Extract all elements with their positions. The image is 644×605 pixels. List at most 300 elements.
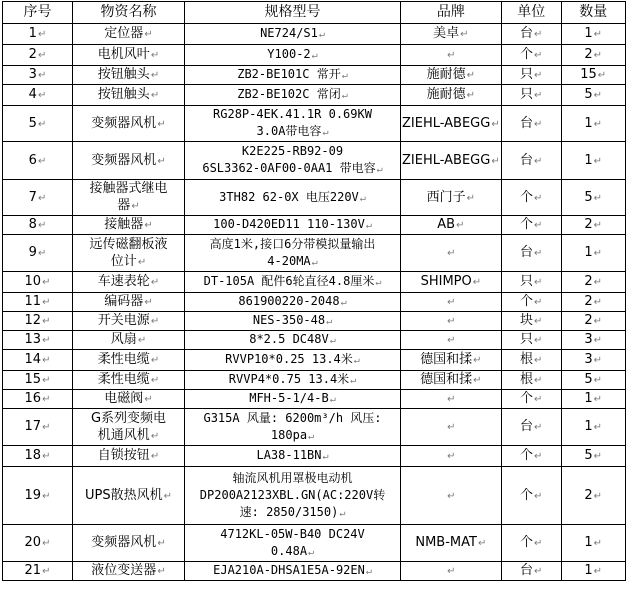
cell-spec-text: 100-D420ED11 110-130V↵	[186, 216, 399, 234]
cell-no-text: 16↵	[4, 390, 71, 408]
cell-no[interactable]	[3, 142, 73, 180]
table-row	[3, 331, 626, 350]
cell-name[interactable]	[73, 85, 185, 106]
header-cell-qty[interactable]: 数量	[561, 2, 625, 24]
cell-spec[interactable]	[185, 45, 401, 66]
cell-unit-text: 只↵	[503, 86, 560, 104]
paragraph-mark-icon	[534, 90, 542, 101]
cell-name[interactable]	[73, 390, 185, 409]
paragraph-mark-icon	[131, 201, 139, 212]
cell-name[interactable]	[73, 293, 185, 312]
cell-unit[interactable]	[501, 525, 561, 562]
cell-qty[interactable]	[561, 180, 625, 216]
cell-brand[interactable]	[401, 142, 502, 180]
cell-qty-text: 15↵	[563, 66, 624, 84]
cell-spec[interactable]	[185, 272, 401, 293]
cell-unit[interactable]	[501, 409, 561, 446]
paragraph-mark-icon	[144, 394, 152, 405]
paragraph-mark-icon	[534, 375, 542, 386]
cell-name-text: 机通风机↵	[74, 427, 183, 445]
paragraph-mark-icon	[473, 355, 481, 366]
cell-spec[interactable]	[185, 350, 401, 371]
cell-name-text: 按钮触头↵	[74, 86, 183, 104]
cell-unit[interactable]	[501, 45, 561, 66]
cell-brand[interactable]	[401, 24, 502, 45]
cell-name-text: 电磁阀↵	[74, 390, 183, 408]
cell-name[interactable]	[73, 446, 185, 467]
cell-qty[interactable]	[561, 467, 625, 525]
cell-qty[interactable]	[561, 106, 625, 142]
paragraph-mark-icon	[42, 277, 50, 288]
cell-name-text: 风扇↵	[74, 331, 183, 349]
cell-name-text: 电机风叶↵	[74, 46, 183, 64]
cell-name[interactable]	[73, 409, 185, 446]
paragraph-mark-icon	[534, 29, 542, 40]
cell-spec-text: DP200A2123XBL.GN(AC:220V转	[199, 487, 386, 502]
cell-no[interactable]	[3, 180, 73, 216]
cell-unit[interactable]	[501, 562, 561, 581]
table-row	[3, 467, 626, 525]
table-row	[3, 525, 626, 562]
header-cell-unit[interactable]: 单位	[501, 2, 561, 24]
cell-spec[interactable]	[185, 371, 401, 390]
paragraph-mark-icon	[534, 316, 542, 327]
cell-qty[interactable]	[561, 409, 625, 446]
cell-name-text: 器↵	[74, 197, 183, 215]
cell-brand[interactable]	[401, 235, 502, 272]
paragraph-mark-icon	[447, 297, 455, 308]
cell-no[interactable]	[3, 409, 73, 446]
paragraph-mark-icon	[478, 538, 486, 549]
cell-brand[interactable]	[401, 180, 502, 216]
cell-spec[interactable]	[185, 446, 401, 467]
cell-brand[interactable]	[401, 106, 502, 142]
paragraph-mark-icon	[473, 277, 481, 288]
paragraph-mark-icon	[38, 70, 46, 81]
paragraph-mark-icon	[594, 422, 602, 433]
paragraph-mark-icon	[456, 220, 464, 231]
paragraph-mark-icon	[38, 220, 46, 231]
cell-spec[interactable]	[185, 312, 401, 331]
cell-unit-text: 根↵	[503, 351, 560, 369]
cell-qty[interactable]	[561, 331, 625, 350]
paragraph-mark-icon	[42, 538, 50, 549]
cell-unit-text: 个↵	[503, 487, 560, 505]
cell-no-text: 14↵	[4, 351, 71, 369]
cell-no[interactable]	[3, 467, 73, 525]
cell-qty[interactable]	[561, 45, 625, 66]
cell-no-text: 9↵	[4, 244, 71, 262]
cell-no[interactable]	[3, 293, 73, 312]
cell-qty-text: 5↵	[563, 447, 624, 465]
cell-qty[interactable]	[561, 525, 625, 562]
cell-name[interactable]	[73, 216, 185, 235]
cell-unit[interactable]	[501, 66, 561, 85]
cell-name[interactable]	[73, 235, 185, 272]
cell-brand[interactable]	[401, 272, 502, 293]
paragraph-mark-icon	[594, 156, 602, 167]
cell-unit[interactable]	[501, 272, 561, 293]
cell-qty-text: 1↵	[563, 390, 624, 408]
cell-spec[interactable]	[185, 106, 401, 142]
table-row	[3, 142, 626, 180]
header-cell-spec[interactable]: 规格型号	[185, 2, 401, 24]
cell-no[interactable]	[3, 216, 73, 235]
cell-unit[interactable]	[501, 446, 561, 467]
cell-name-text: 变频器风机↵	[74, 534, 183, 552]
cell-no[interactable]	[3, 235, 73, 272]
cell-qty-text: 1↵	[563, 115, 624, 133]
cell-qty-text: 1↵	[563, 25, 624, 43]
paragraph-mark-icon	[151, 316, 159, 327]
cell-brand[interactable]	[401, 85, 502, 106]
cell-spec-text: MFH-5-1/4-B↵	[186, 390, 399, 408]
paragraph-mark-icon	[319, 29, 325, 40]
cell-no[interactable]	[3, 390, 73, 409]
cell-unit-text: 只↵	[503, 66, 560, 84]
cell-unit-text: 块↵	[503, 312, 560, 330]
paragraph-mark-icon	[151, 90, 159, 101]
cell-spec[interactable]	[185, 24, 401, 45]
paragraph-mark-icon	[157, 156, 165, 167]
cell-name[interactable]	[73, 142, 185, 180]
paragraph-mark-icon	[534, 451, 542, 462]
cell-name[interactable]	[73, 525, 185, 562]
cell-name[interactable]	[73, 562, 185, 581]
cell-no[interactable]	[3, 371, 73, 390]
cell-name[interactable]	[73, 66, 185, 85]
cell-brand[interactable]	[401, 446, 502, 467]
cell-spec-text: 861900220-2048↵	[186, 293, 399, 311]
paragraph-mark-icon	[341, 297, 347, 308]
paragraph-mark-icon	[594, 119, 602, 130]
cell-spec-text: 速: 2850/3150)↵	[186, 504, 399, 522]
cell-unit-text: 只↵	[503, 331, 560, 349]
cell-unit-text: 个↵	[503, 390, 560, 408]
cell-no-text: 5↵	[4, 115, 71, 133]
header-cell-no[interactable]: 序号	[3, 2, 73, 24]
paragraph-mark-icon	[534, 193, 542, 204]
cell-name[interactable]	[73, 45, 185, 66]
cell-brand-text: SHIMPO↵	[402, 273, 500, 291]
cell-unit-text: 台↵	[503, 115, 560, 133]
cell-qty[interactable]	[561, 85, 625, 106]
paragraph-mark-icon	[151, 50, 159, 61]
cell-unit-text: 台↵	[503, 418, 560, 436]
paragraph-mark-icon	[594, 375, 602, 386]
cell-qty-text: 2↵	[563, 487, 624, 505]
cell-spec-text: DT-105A 配件6轮直径4.8厘米↵	[186, 273, 399, 291]
cell-unit[interactable]	[501, 142, 561, 180]
cell-brand[interactable]	[401, 216, 502, 235]
paragraph-mark-icon	[151, 375, 159, 386]
cell-qty[interactable]	[561, 293, 625, 312]
paragraph-mark-icon	[375, 277, 381, 288]
paragraph-mark-icon	[308, 547, 314, 558]
cell-qty-text: 2↵	[563, 273, 624, 291]
cell-unit[interactable]	[501, 24, 561, 45]
cell-name-text: 接触器式继电	[89, 181, 168, 196]
cell-name-text: 位计↵	[74, 253, 183, 271]
cell-no[interactable]	[3, 272, 73, 293]
cell-spec[interactable]	[185, 216, 401, 235]
paragraph-mark-icon	[308, 431, 314, 442]
paragraph-mark-icon	[157, 119, 165, 130]
cell-spec[interactable]	[185, 235, 401, 272]
cell-unit[interactable]	[501, 235, 561, 272]
cell-unit-text: 个↵	[503, 216, 560, 234]
table-row	[3, 446, 626, 467]
table-row	[3, 272, 626, 293]
table-row	[3, 85, 626, 106]
cell-brand-text: NMB-MAT↵	[402, 534, 500, 552]
cell-spec-text: NE724/S1↵	[186, 25, 399, 43]
paragraph-mark-icon	[447, 451, 455, 462]
cell-spec[interactable]	[185, 467, 401, 525]
cell-no-text: 18↵	[4, 447, 71, 465]
paragraph-mark-icon	[594, 538, 602, 549]
cell-spec[interactable]	[185, 180, 401, 216]
cell-qty[interactable]	[561, 24, 625, 45]
cell-name[interactable]	[73, 180, 185, 216]
cell-name[interactable]	[73, 467, 185, 525]
paragraph-mark-icon	[447, 335, 455, 346]
cell-unit[interactable]	[501, 106, 561, 142]
cell-qty[interactable]	[561, 312, 625, 331]
cell-brand[interactable]	[401, 66, 502, 85]
paragraph-mark-icon	[594, 335, 602, 346]
cell-unit-text: 个↵	[503, 189, 560, 207]
cell-no-text: 2↵	[4, 46, 71, 64]
cell-no[interactable]	[3, 45, 73, 66]
cell-brand[interactable]	[401, 390, 502, 409]
cell-qty-text: 3↵	[563, 331, 624, 349]
cell-no[interactable]	[3, 350, 73, 371]
cell-qty[interactable]	[561, 66, 625, 85]
cell-unit[interactable]	[501, 312, 561, 331]
cell-qty[interactable]	[561, 446, 625, 467]
cell-brand[interactable]	[401, 45, 502, 66]
paragraph-mark-icon	[42, 316, 50, 327]
cell-qty[interactable]	[561, 142, 625, 180]
paragraph-mark-icon	[42, 394, 50, 405]
paragraph-mark-icon	[38, 156, 46, 167]
cell-spec[interactable]	[185, 85, 401, 106]
paragraph-mark-icon	[534, 422, 542, 433]
cell-spec[interactable]	[185, 142, 401, 180]
paragraph-mark-icon	[42, 355, 50, 366]
paragraph-mark-icon	[323, 451, 329, 462]
cell-unit-text: 台↵	[503, 25, 560, 43]
cell-unit[interactable]	[501, 293, 561, 312]
cell-no[interactable]	[3, 24, 73, 45]
cell-name[interactable]	[73, 350, 185, 371]
table-row	[3, 562, 626, 581]
cell-qty-text: 1↵	[563, 562, 624, 580]
paragraph-mark-icon	[342, 70, 348, 81]
table-row	[3, 235, 626, 272]
cell-name[interactable]	[73, 312, 185, 331]
cell-spec-text: Y100-2↵	[186, 46, 399, 64]
paragraph-mark-icon	[594, 277, 602, 288]
cell-no[interactable]	[3, 312, 73, 331]
cell-name-text: 远传磁翻板液	[89, 236, 168, 252]
cell-no[interactable]	[3, 85, 73, 106]
cell-brand[interactable]	[401, 467, 502, 525]
cell-no[interactable]	[3, 446, 73, 467]
paragraph-mark-icon	[594, 193, 602, 204]
table-row	[3, 371, 626, 390]
paragraph-mark-icon	[354, 355, 360, 366]
cell-spec-text: 0.48A↵	[186, 543, 399, 561]
cell-no-text: 7↵	[4, 189, 71, 207]
cell-name-text: 柔性电缆↵	[74, 371, 183, 389]
paragraph-mark-icon	[38, 90, 46, 101]
paragraph-mark-icon	[38, 119, 46, 130]
cell-spec-text: NES-350-48↵	[186, 312, 399, 330]
cell-no-text: 1↵	[4, 25, 71, 43]
cell-qty[interactable]	[561, 562, 625, 581]
paragraph-mark-icon	[38, 193, 46, 204]
cell-spec[interactable]	[185, 409, 401, 446]
cell-no[interactable]	[3, 562, 73, 581]
cell-spec[interactable]	[185, 390, 401, 409]
cell-brand-text: 西门子↵	[402, 189, 500, 207]
paragraph-mark-icon	[138, 335, 146, 346]
paragraph-mark-icon	[42, 297, 50, 308]
cell-qty-text: 2↵	[563, 312, 624, 330]
paragraph-mark-icon	[447, 566, 455, 577]
cell-unit[interactable]	[501, 371, 561, 390]
cell-spec-text: G315A 风量: 6200m³/h 风压:	[203, 410, 382, 425]
cell-qty[interactable]	[561, 216, 625, 235]
cell-spec[interactable]	[185, 525, 401, 562]
paragraph-mark-icon	[594, 491, 602, 502]
cell-spec-text: 3.0A带电容↵	[186, 123, 399, 141]
cell-no[interactable]	[3, 66, 73, 85]
cell-unit[interactable]	[501, 350, 561, 371]
paragraph-mark-icon	[366, 566, 372, 577]
header-cell-name[interactable]: 物资名称	[73, 2, 185, 24]
cell-unit-text: 个↵	[503, 534, 560, 552]
cell-no-text: 12↵	[4, 312, 71, 330]
cell-name[interactable]	[73, 272, 185, 293]
cell-spec[interactable]	[185, 293, 401, 312]
paragraph-mark-icon	[594, 90, 602, 101]
cell-brand[interactable]	[401, 409, 502, 446]
cell-name-text: 按钮触头↵	[74, 66, 183, 84]
cell-brand[interactable]	[401, 525, 502, 562]
cell-name[interactable]	[73, 24, 185, 45]
cell-no-text: 15↵	[4, 371, 71, 389]
paragraph-mark-icon	[534, 119, 542, 130]
cell-brand[interactable]	[401, 371, 502, 390]
paragraph-mark-icon	[447, 394, 455, 405]
paragraph-mark-icon	[164, 491, 172, 502]
cell-qty-text: 1↵	[563, 244, 624, 262]
cell-name-text: 接触器↵	[74, 216, 183, 234]
cell-qty[interactable]	[561, 350, 625, 371]
cell-name[interactable]	[73, 331, 185, 350]
paragraph-mark-icon	[151, 277, 159, 288]
cell-unit-text: 台↵	[503, 562, 560, 580]
paragraph-mark-icon	[38, 50, 46, 61]
paragraph-mark-icon	[330, 394, 336, 405]
cell-unit[interactable]	[501, 331, 561, 350]
table-row	[3, 350, 626, 371]
cell-no[interactable]	[3, 106, 73, 142]
cell-spec-text: 4-20MA↵	[186, 253, 399, 271]
paragraph-mark-icon	[447, 491, 455, 502]
cell-unit[interactable]	[501, 85, 561, 106]
paragraph-mark-icon	[594, 29, 602, 40]
cell-no-text: 11↵	[4, 293, 71, 311]
cell-brand[interactable]	[401, 350, 502, 371]
header-cell-brand[interactable]: 品牌	[401, 2, 502, 24]
cell-spec[interactable]	[185, 331, 401, 350]
cell-qty[interactable]	[561, 390, 625, 409]
cell-brand[interactable]	[401, 312, 502, 331]
cell-unit[interactable]	[501, 467, 561, 525]
cell-unit[interactable]	[501, 180, 561, 216]
cell-name[interactable]	[73, 106, 185, 142]
paragraph-mark-icon	[594, 50, 602, 61]
paragraph-mark-icon	[491, 119, 499, 130]
cell-spec-text: 3TH82 62-0X 电压220V↵	[186, 189, 399, 207]
paragraph-mark-icon	[534, 277, 542, 288]
cell-unit[interactable]	[501, 390, 561, 409]
cell-brand[interactable]	[401, 562, 502, 581]
cell-unit-text: 个↵	[503, 293, 560, 311]
cell-unit-text: 个↵	[503, 46, 560, 64]
cell-qty-text: 2↵	[563, 216, 624, 234]
cell-name-text: 变频器风机↵	[74, 115, 183, 133]
cell-qty[interactable]	[561, 371, 625, 390]
paragraph-mark-icon	[366, 220, 372, 231]
cell-spec[interactable]	[185, 562, 401, 581]
cell-brand[interactable]	[401, 331, 502, 350]
cell-unit-text: 根↵	[503, 371, 560, 389]
cell-no-text: 4↵	[4, 86, 71, 104]
cell-brand-text: 施耐德↵	[402, 86, 500, 104]
paragraph-mark-icon	[534, 394, 542, 405]
paragraph-mark-icon	[151, 355, 159, 366]
cell-brand[interactable]	[401, 293, 502, 312]
paragraph-mark-icon	[38, 248, 46, 259]
cell-brand-text: ZIEHL-ABEGG↵	[402, 115, 500, 133]
cell-brand-text: ZIEHL-ABEGG↵	[402, 152, 500, 170]
table-row	[3, 106, 626, 142]
cell-unit[interactable]	[501, 216, 561, 235]
table-row	[3, 45, 626, 66]
cell-no[interactable]	[3, 525, 73, 562]
cell-qty[interactable]	[561, 235, 625, 272]
cell-spec[interactable]	[185, 66, 401, 85]
table-row	[3, 409, 626, 446]
paragraph-mark-icon	[157, 538, 165, 549]
cell-no[interactable]	[3, 331, 73, 350]
paragraph-mark-icon	[594, 297, 602, 308]
cell-no-text: 19↵	[4, 487, 71, 505]
cell-brand-text: 美卓↵	[402, 25, 500, 43]
paragraph-mark-icon	[151, 451, 159, 462]
cell-name[interactable]	[73, 371, 185, 390]
paragraph-mark-icon	[42, 422, 50, 433]
cell-unit-text: 台↵	[503, 244, 560, 262]
paragraph-mark-icon	[598, 70, 606, 81]
cell-brand-text: 施耐德↵	[402, 66, 500, 84]
cell-qty[interactable]	[561, 272, 625, 293]
